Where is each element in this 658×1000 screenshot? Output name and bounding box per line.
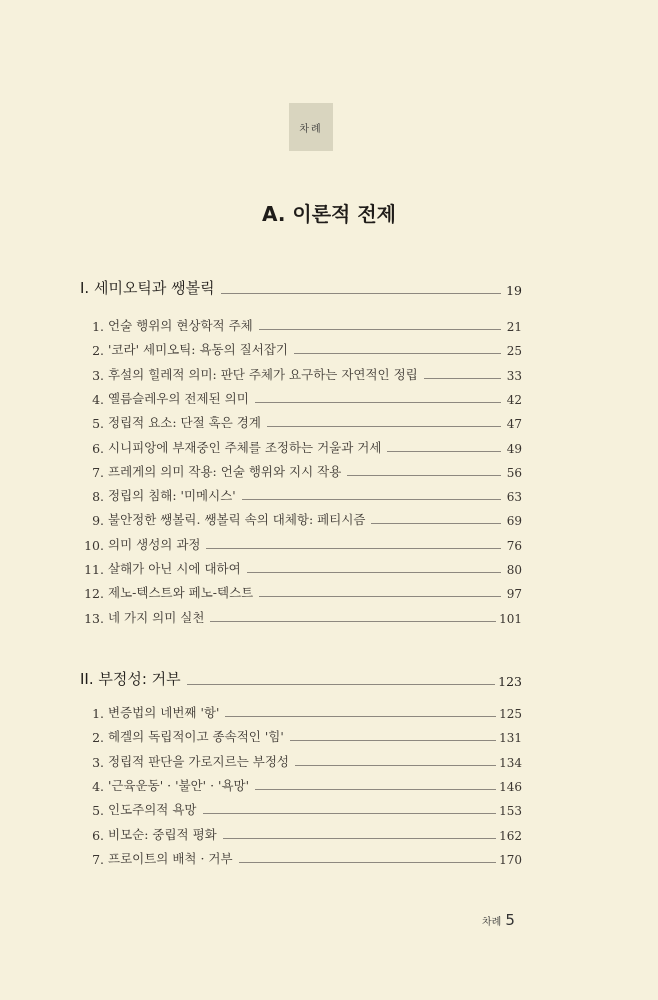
entry-page-number: 25 [506, 344, 522, 359]
contents-badge: 차례 [289, 103, 333, 151]
dot-leader [255, 402, 501, 403]
toc-entry[interactable] [80, 436, 522, 456]
toc-entry[interactable] [80, 411, 522, 431]
entry-title: 후설의 힐레적 의미: 판단 주체가 요구하는 자연적인 정립 [108, 366, 418, 382]
dot-leader [371, 523, 501, 524]
entry-title: 시니피앙에 부재중인 주체를 조정하는 거울과 거세 [108, 439, 382, 455]
entry-page-number: 21 [506, 320, 522, 334]
entry-title: '근육운동' · '불안' · '욕망' [108, 777, 250, 793]
entry-number: 1. [92, 319, 104, 334]
entry-number: 9. [92, 513, 104, 529]
dot-leader [347, 475, 501, 476]
chapter-heading[interactable] [80, 276, 522, 298]
entry-page-number: 63 [506, 490, 522, 505]
dot-leader [247, 572, 501, 573]
entry-number: 2. [92, 730, 104, 746]
toc-entry[interactable] [80, 484, 522, 504]
entry-page-number: 76 [506, 538, 522, 553]
entry-title: 네 가지 의미 실천 [108, 609, 205, 625]
dot-leader [242, 499, 501, 500]
entry-number: 11. [84, 562, 104, 577]
entry-page-number: 69 [506, 514, 522, 529]
dot-leader [221, 293, 501, 294]
footer-page-number: 5 [505, 911, 515, 929]
chapter-page-number: 19 [506, 283, 522, 298]
toc-entry[interactable] [80, 460, 522, 480]
dot-leader [223, 838, 496, 839]
entry-title: 인도주의적 욕망 [108, 802, 197, 818]
part-title: A. 이론적 전제 [262, 202, 396, 226]
entry-number: 13. [84, 610, 104, 626]
dot-leader [210, 621, 496, 622]
entry-number: 1. [92, 706, 104, 721]
entry-number: 12. [84, 586, 104, 602]
footer-label: 차례 [482, 917, 502, 928]
entry-title: '코라' 세미오틱: 욕동의 질서잡기 [108, 342, 288, 358]
dot-leader [255, 789, 496, 790]
entry-title: 정립적 판단을 가로지르는 부정성 [108, 753, 289, 769]
toc-entry[interactable] [80, 581, 522, 601]
entry-title: 변증법의 네번째 '항' [108, 705, 220, 720]
entry-page-number: 49 [506, 441, 522, 456]
entry-number: 7. [92, 464, 104, 480]
toc-entry[interactable] [80, 725, 522, 745]
toc-entry[interactable] [80, 363, 522, 383]
entry-number: 4. [92, 391, 104, 407]
entry-title: 비모순: 중립적 평화 [108, 826, 217, 842]
dot-leader [387, 451, 501, 452]
entry-title: 살해가 아닌 시에 대하여 [108, 561, 241, 576]
entry-page-number: 125 [499, 707, 522, 721]
entry-number: 10. [84, 537, 104, 553]
dot-leader [259, 596, 501, 597]
chapter-title: I. 세미오틱과 쌩볼릭 [80, 279, 215, 297]
dot-leader [259, 329, 501, 330]
entry-number: 3. [92, 754, 104, 770]
toc-entry[interactable] [80, 847, 522, 867]
entry-page-number: 162 [499, 828, 522, 843]
dot-leader [187, 684, 495, 685]
toc-entry[interactable] [80, 338, 522, 358]
entry-page-number: 134 [499, 755, 522, 770]
entry-number: 3. [92, 367, 104, 383]
entry-title: 의미 생성의 과정 [108, 536, 201, 552]
toc-entry[interactable] [80, 533, 522, 553]
entry-title: 정립적 요소: 단절 혹은 경계 [108, 415, 261, 431]
dot-leader [239, 862, 497, 863]
entry-number: 8. [92, 489, 104, 505]
entry-page-number: 131 [499, 731, 522, 746]
entry-number: 5. [92, 803, 104, 819]
entry-number: 2. [92, 343, 104, 359]
entry-number: 4. [92, 778, 104, 794]
entry-page-number: 146 [499, 779, 522, 794]
dot-leader [424, 378, 501, 379]
entry-page-number: 80 [506, 563, 522, 577]
entry-title: 제노-텍스트와 페노-텍스트 [108, 585, 254, 601]
entry-title: 헤겔의 독립적이고 종속적인 '힘' [108, 729, 284, 745]
entry-title: 옐름슬레우의 전제된 의미 [108, 390, 249, 406]
dot-leader [225, 716, 496, 717]
entry-page-number: 42 [506, 392, 522, 407]
chapter-title: II. 부정성: 거부 [80, 670, 181, 688]
chapter-page-number: 123 [498, 674, 522, 689]
toc-entry[interactable] [80, 701, 522, 721]
entry-page-number: 33 [506, 368, 522, 383]
toc-entry[interactable] [80, 606, 522, 626]
dot-leader [290, 740, 496, 741]
toc-entry[interactable] [80, 798, 522, 818]
entry-page-number: 170 [499, 852, 522, 867]
dot-leader [295, 765, 496, 766]
toc-entry[interactable] [80, 387, 522, 407]
dot-leader [294, 353, 501, 354]
entry-number: 6. [92, 440, 104, 456]
toc-entry[interactable] [80, 750, 522, 770]
toc-entry[interactable] [80, 823, 522, 843]
toc-entry[interactable] [80, 557, 522, 577]
entry-title: 프로이트의 배척 · 거부 [108, 850, 233, 866]
entry-page-number: 56 [506, 465, 522, 480]
entry-title: 정립의 침해: '미메시스' [108, 488, 236, 504]
dot-leader [203, 813, 497, 814]
entry-title: 불안정한 쌩볼릭. 쌩볼릭 속의 대체항: 페티시즘 [108, 512, 366, 528]
entry-title: 프레게의 의미 작용: 언술 행위와 지시 작용 [108, 463, 342, 479]
entry-number: 7. [92, 851, 104, 867]
entry-page-number: 153 [499, 804, 522, 819]
toc-entry[interactable] [80, 508, 522, 528]
chapter-heading[interactable] [80, 667, 522, 689]
toc-entry[interactable] [80, 314, 522, 334]
entry-page-number: 101 [499, 611, 522, 626]
entry-number: 6. [92, 827, 104, 843]
entry-page-number: 97 [506, 587, 522, 602]
dot-leader [267, 426, 501, 427]
entry-page-number: 47 [506, 417, 522, 432]
dot-leader [206, 548, 501, 549]
toc-entry[interactable] [80, 774, 522, 794]
entry-title: 언술 행위의 현상학적 주체 [108, 318, 253, 333]
page-footer [482, 911, 515, 929]
entry-number: 5. [92, 416, 104, 432]
